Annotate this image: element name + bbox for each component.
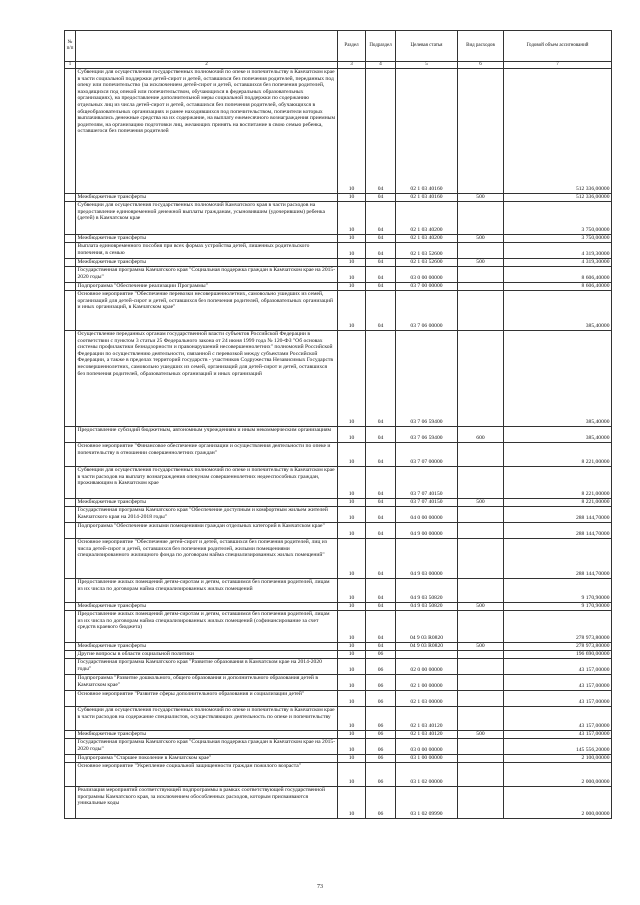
- table-header-row: [65, 31, 612, 62]
- row-target-cell: 04 9 00 00000: [396, 523, 458, 539]
- row-target-cell: 02 1 03 40120: [396, 707, 458, 731]
- row-sum-cell: 43 157,00000: [504, 731, 612, 739]
- row-expense-type-cell: [458, 291, 504, 331]
- col-number: 3: [338, 62, 366, 69]
- row-sum-cell: 385,40000: [504, 331, 612, 427]
- row-podrazdel-cell: 04: [366, 443, 396, 467]
- row-number-cell: [65, 787, 76, 819]
- row-podrazdel-cell: 06: [366, 763, 396, 787]
- table-row: [65, 235, 612, 243]
- row-podrazdel-cell: 04: [366, 291, 396, 331]
- row-number-cell: [65, 643, 76, 651]
- row-podrazdel-cell: 04: [366, 611, 396, 643]
- row-target-cell: 03 7 06 59400: [396, 331, 458, 427]
- row-razdel-cell: 10: [338, 539, 366, 579]
- row-sum-cell: 43 157,00000: [504, 659, 612, 675]
- row-razdel-cell: 10: [338, 499, 366, 507]
- budget-table: [64, 30, 612, 819]
- row-sum-cell: 43 157,00000: [504, 691, 612, 707]
- row-sum-cell: 278 973,80000: [504, 643, 612, 651]
- row-razdel-cell: 10: [338, 443, 366, 467]
- row-razdel-cell: 10: [338, 579, 366, 603]
- row-sum-cell: 4 319,30000: [504, 243, 612, 259]
- row-target-cell: 03 7 07 00000: [396, 443, 458, 467]
- row-number-cell: [65, 507, 76, 523]
- row-razdel-cell: 10: [338, 611, 366, 643]
- row-podrazdel-cell: 04: [366, 523, 396, 539]
- row-target-cell: 03 7 00 00000: [396, 283, 458, 291]
- row-name-cell: Осуществление переданных органам государственной власти субъектов Российской Федерации в соответствии с пунктом 3 статьи 25 Федерального закона от 24 июня 1999 года № 120-ФЗ "Об основах системы профилактики безнадзорности и правонарушений несовершеннолетних" полномочий Российской Федерации по осуществлению деятельности, связанной с перевозкой между субъектами Российской Федерации, а также в пределах территорий государств - участников Содружества Независимых Государств несовершеннолетних, самовольно ушедших из семей, организаций для детей-сирот и детей, оставшихся без попечения родителей, образовательных организаций и иных организаций: [76, 331, 338, 427]
- row-sum-cell: 2 000,00000: [504, 787, 612, 819]
- row-expense-type-cell: [458, 755, 504, 763]
- row-podrazdel-cell: 04: [366, 202, 396, 235]
- table-row: [65, 643, 612, 651]
- row-expense-type-cell: [458, 202, 504, 235]
- col-number: 6: [458, 62, 504, 69]
- row-razdel-cell: 10: [338, 259, 366, 267]
- row-razdel-cell: 10: [338, 739, 366, 755]
- row-name-cell: Основное мероприятие "Обеспечение детей-сирот и детей, оставшихся без попечения родителей, лиц из числа детей-сирот и детей, оставшихся без попечения родителей, жилыми помещениями специализированного жилищного фонда по договорам найма специализированных жилых помещений": [76, 539, 338, 579]
- col-header-target: Целевая статья: [396, 31, 458, 62]
- row-podrazdel-cell: 06: [366, 675, 396, 691]
- row-number-cell: [65, 202, 76, 235]
- table-row: [65, 539, 612, 579]
- row-expense-type-cell: [458, 579, 504, 603]
- table-body: [65, 69, 612, 819]
- row-razdel-cell: 10: [338, 643, 366, 651]
- row-name-cell: Государственная программа Камчатского края "Развитие образования в Камчатском крае на 2014-2020 годы": [76, 659, 338, 675]
- row-number-cell: [65, 651, 76, 659]
- table-row: [65, 331, 612, 427]
- row-sum-cell: 3 750,00000: [504, 202, 612, 235]
- row-razdel-cell: 10: [338, 707, 366, 731]
- table-row: [65, 283, 612, 291]
- row-expense-type-cell: [458, 691, 504, 707]
- row-podrazdel-cell: 04: [366, 579, 396, 603]
- row-expense-type-cell: [458, 787, 504, 819]
- row-podrazdel-cell: 04: [366, 467, 396, 499]
- row-number-cell: [65, 69, 76, 194]
- row-number-cell: [65, 763, 76, 787]
- row-razdel-cell: 10: [338, 659, 366, 675]
- row-name-cell: Подпрограмма "Старшее поколение в Камчатском крае": [76, 755, 338, 763]
- row-number-cell: [65, 603, 76, 611]
- row-target-cell: 02 1 03 52600: [396, 243, 458, 259]
- col-number: 7: [504, 62, 612, 69]
- row-expense-type-cell: [458, 523, 504, 539]
- row-target-cell: 04 9 03 R0820: [396, 643, 458, 651]
- row-expense-type-cell: [458, 69, 504, 194]
- row-podrazdel-cell: 04: [366, 194, 396, 202]
- table-row: [65, 659, 612, 675]
- table-row: [65, 69, 612, 194]
- row-expense-type-cell: [458, 243, 504, 259]
- table-row: [65, 202, 612, 235]
- row-razdel-cell: 10: [338, 763, 366, 787]
- row-expense-type-cell: [458, 675, 504, 691]
- col-header-razdel: Раздел: [338, 31, 366, 62]
- row-name-cell: Предоставление жилых помещений детям-сиротам и детям, оставшимся без попечения родителей, лицам из их числа по договорам найма специализированных жилых помещений: [76, 579, 338, 603]
- row-expense-type-cell: 600: [458, 427, 504, 443]
- row-podrazdel-cell: 04: [366, 243, 396, 259]
- row-target-cell: 04 9 03 00000: [396, 539, 458, 579]
- table-row: [65, 787, 612, 819]
- row-razdel-cell: 10: [338, 202, 366, 235]
- row-number-cell: [65, 611, 76, 643]
- row-target-cell: 02 1 03 40160: [396, 194, 458, 202]
- row-target-cell: 03 7 06 00000: [396, 291, 458, 331]
- row-target-cell: [396, 651, 458, 659]
- row-name-cell: Подпрограмма "Обеспечение жилыми помещениями граждан отдельных категорий в Камчатском крае": [76, 523, 338, 539]
- table-row: [65, 763, 612, 787]
- row-number-cell: [65, 291, 76, 331]
- row-podrazdel-cell: 04: [366, 267, 396, 283]
- row-number-cell: [65, 235, 76, 243]
- row-number-cell: [65, 499, 76, 507]
- row-target-cell: 02 1 00 00000: [396, 675, 458, 691]
- row-expense-type-cell: [458, 611, 504, 643]
- row-sum-cell: 2 100,00000: [504, 755, 612, 763]
- row-razdel-cell: 10: [338, 523, 366, 539]
- row-target-cell: 03 7 07 40150: [396, 499, 458, 507]
- row-name-cell: Субвенции для осуществления государственных полномочий по опеке и попечительству в Камчатском крае в части расходов на выплату вознаграждения опекунам совершеннолетних недееспособных граждан, проживающим в Камчатском крае: [76, 467, 338, 499]
- row-target-cell: 02 1 03 00000: [396, 691, 458, 707]
- row-sum-cell: 9 170,90000: [504, 579, 612, 603]
- row-expense-type-cell: [458, 467, 504, 499]
- row-name-cell: Субвенции для осуществления государственных полномочий Камчатского края в части расходов на предоставление единовременной денежной выплаты гражданам, усыновившим (удочерившим) ребенка (детей) в Камчатском крае: [76, 202, 338, 235]
- row-expense-type-cell: [458, 707, 504, 731]
- row-number-cell: [65, 523, 76, 539]
- col-header-number: № п/п: [65, 31, 76, 62]
- col-header-expense-type: Вид расходов: [458, 31, 504, 62]
- row-number-cell: [65, 691, 76, 707]
- column-number-row: [65, 62, 612, 69]
- row-number-cell: [65, 579, 76, 603]
- row-sum-cell: 278 973,80000: [504, 611, 612, 643]
- row-name-cell: Государственная программа Камчатского края "Обеспечение доступным и комфортным жильем жителей Камчатского края на 2014-2018 годы": [76, 507, 338, 523]
- row-podrazdel-cell: 06: [366, 787, 396, 819]
- row-number-cell: [65, 443, 76, 467]
- row-razdel-cell: 10: [338, 194, 366, 202]
- row-number-cell: [65, 731, 76, 739]
- row-target-cell: 03 1 02 09990: [396, 787, 458, 819]
- row-expense-type-cell: 500: [458, 259, 504, 267]
- row-expense-type-cell: 500: [458, 603, 504, 611]
- row-sum-cell: 288 144,70000: [504, 539, 612, 579]
- row-razdel-cell: 10: [338, 675, 366, 691]
- row-name-cell: Субвенции для осуществления государственных полномочий по опеке и попечительству в Камчатском крае в части социальной поддержки детей-сирот и детей, оставшихся без попечения родителей, переданных под опеку или попечительство (за исключением детей-сирот и детей, оставшихся без попечения родителей, находящихся под опекой или попечительством, обучающихся в федеральных образовательных организациях), на предоставление дополнительной меры социальной поддержки по содержанию отдельных лиц из числа детей-сирот и детей, оставшихся без попечения родителей, обучающихся в общеобразовательных организациях и ранее находившихся под попечительством, попечители которых выплачивались денежные средства на их содержание, на выплату ежемесячного вознаграждения приемным родителям, на организацию подготовки лиц, желающих принять на воспитание в свою семью ребенка, оставшегося без попечения родителей: [76, 69, 338, 194]
- table-row: [65, 691, 612, 707]
- row-target-cell: 02 1 03 52600: [396, 259, 458, 267]
- row-target-cell: 02 0 00 00000: [396, 659, 458, 675]
- row-number-cell: [65, 331, 76, 427]
- row-name-cell: Основное мероприятие "Финансовое обеспечение организации и осуществления деятельности по опеке и попечительству в отношении совершеннолетних граждан": [76, 443, 338, 467]
- table-row: [65, 603, 612, 611]
- row-target-cell: 02 1 03 40200: [396, 235, 458, 243]
- row-sum-cell: 385,40000: [504, 291, 612, 331]
- row-number-cell: [65, 539, 76, 579]
- row-sum-cell: 8 606,40000: [504, 267, 612, 283]
- row-target-cell: 03 1 00 00000: [396, 755, 458, 763]
- row-name-cell: Межбюджетные трансферты: [76, 259, 338, 267]
- row-razdel-cell: 10: [338, 603, 366, 611]
- row-expense-type-cell: [458, 267, 504, 283]
- table-row: [65, 755, 612, 763]
- row-name-cell: Межбюджетные трансферты: [76, 643, 338, 651]
- row-expense-type-cell: 500: [458, 499, 504, 507]
- table-row: [65, 499, 612, 507]
- row-podrazdel-cell: 04: [366, 507, 396, 523]
- row-name-cell: Основное мероприятие "Обеспечение перевозки несовершеннолетних, самовольно ушедших из семей, организаций для детей-сирот и детей, оставшихся без попечения родителей, образовательных организаций и иных организаций, в Камчатском крае": [76, 291, 338, 331]
- row-name-cell: Межбюджетные трансферты: [76, 194, 338, 202]
- row-number-cell: [65, 243, 76, 259]
- row-razdel-cell: 10: [338, 507, 366, 523]
- row-target-cell: 02 1 03 40120: [396, 731, 458, 739]
- row-name-cell: Государственная программа Камчатского края "Социальная поддержка граждан в Камчатском крае на 2015-2020 годы": [76, 739, 338, 755]
- row-razdel-cell: 10: [338, 755, 366, 763]
- row-target-cell: 02 1 03 40200: [396, 202, 458, 235]
- row-sum-cell: 385,40000: [504, 427, 612, 443]
- row-expense-type-cell: 500: [458, 731, 504, 739]
- row-podrazdel-cell: 04: [366, 259, 396, 267]
- row-razdel-cell: 10: [338, 787, 366, 819]
- row-name-cell: Межбюджетные трансферты: [76, 603, 338, 611]
- row-podrazdel-cell: 06: [366, 659, 396, 675]
- row-name-cell: Субвенции для осуществления государственных полномочий по опеке и попечительству в Камчатском крае в части расходов на содержание специалистов, осуществляющих деятельность по опеке и попечительству: [76, 707, 338, 731]
- row-sum-cell: 9 170,90000: [504, 603, 612, 611]
- row-podrazdel-cell: 04: [366, 539, 396, 579]
- row-sum-cell: 8 221,00000: [504, 467, 612, 499]
- row-name-cell: Предоставление субсидий бюджетным, автономным учреждениям и иным некоммерческим организациям: [76, 427, 338, 443]
- row-name-cell: Другие вопросы в области социальной политики: [76, 651, 338, 659]
- row-name-cell: Межбюджетные трансферты: [76, 731, 338, 739]
- table-row: [65, 579, 612, 603]
- col-header-annual-sum: Годовой объем ассигнований: [504, 31, 612, 62]
- row-expense-type-cell: [458, 763, 504, 787]
- col-header-name: [76, 31, 338, 62]
- row-number-cell: [65, 427, 76, 443]
- row-number-cell: [65, 467, 76, 499]
- budget-sheet: [64, 30, 611, 819]
- row-name-cell: Предоставление жилых помещений детям-сиротам и детям, оставшимся без попечения родителей, лицам из их числа по договорам найма специализированных жилых помещений (софинансирование за счет средств краевого бюджета): [76, 611, 338, 643]
- row-podrazdel-cell: 04: [366, 603, 396, 611]
- row-target-cell: 04 0 00 00000: [396, 507, 458, 523]
- row-razdel-cell: 10: [338, 331, 366, 427]
- row-sum-cell: 196 690,00000: [504, 651, 612, 659]
- row-expense-type-cell: 500: [458, 643, 504, 651]
- row-name-cell: Основное мероприятие "Укрепление социальной защищенности граждан пожилого возраста": [76, 763, 338, 787]
- row-podrazdel-cell: 06: [366, 739, 396, 755]
- table-row: [65, 707, 612, 731]
- row-sum-cell: 512 336,00000: [504, 69, 612, 194]
- row-target-cell: 04 9 03 R0820: [396, 611, 458, 643]
- row-podrazdel-cell: 04: [366, 427, 396, 443]
- row-sum-cell: 43 157,00000: [504, 707, 612, 731]
- col-number: 2: [76, 62, 338, 69]
- row-razdel-cell: 10: [338, 651, 366, 659]
- row-podrazdel-cell: 04: [366, 643, 396, 651]
- row-sum-cell: 2 000,00000: [504, 763, 612, 787]
- row-razdel-cell: 10: [338, 731, 366, 739]
- row-number-cell: [65, 283, 76, 291]
- table-row: [65, 651, 612, 659]
- row-podrazdel-cell: 06: [366, 651, 396, 659]
- table-row: [65, 507, 612, 523]
- table-row: [65, 523, 612, 539]
- row-sum-cell: 8 606,40000: [504, 283, 612, 291]
- table-row: [65, 731, 612, 739]
- row-sum-cell: 145 556,20000: [504, 739, 612, 755]
- row-target-cell: 03 0 00 00000: [396, 739, 458, 755]
- row-expense-type-cell: [458, 539, 504, 579]
- page-number: 73: [317, 884, 323, 890]
- row-target-cell: 03 0 00 00000: [396, 267, 458, 283]
- row-number-cell: [65, 675, 76, 691]
- row-expense-type-cell: [458, 739, 504, 755]
- row-number-cell: [65, 659, 76, 675]
- table-row: [65, 443, 612, 467]
- row-expense-type-cell: [458, 651, 504, 659]
- row-razdel-cell: 10: [338, 427, 366, 443]
- row-podrazdel-cell: 04: [366, 499, 396, 507]
- row-target-cell: 03 7 07 40150: [396, 467, 458, 499]
- table-row: [65, 739, 612, 755]
- row-expense-type-cell: 500: [458, 235, 504, 243]
- row-number-cell: [65, 194, 76, 202]
- row-name-cell: Межбюджетные трансферты: [76, 235, 338, 243]
- table-row: [65, 291, 612, 331]
- row-target-cell: 03 1 02 00000: [396, 763, 458, 787]
- col-number: 1: [65, 62, 76, 69]
- row-target-cell: 02 1 03 40160: [396, 69, 458, 194]
- row-sum-cell: 512 336,00000: [504, 194, 612, 202]
- row-number-cell: [65, 739, 76, 755]
- row-podrazdel-cell: 04: [366, 235, 396, 243]
- row-sum-cell: 4 319,30000: [504, 259, 612, 267]
- row-podrazdel-cell: 04: [366, 69, 396, 194]
- row-sum-cell: 8 221,00000: [504, 499, 612, 507]
- table-row: [65, 259, 612, 267]
- row-sum-cell: 8 221,00000: [504, 443, 612, 467]
- row-razdel-cell: 10: [338, 467, 366, 499]
- row-razdel-cell: 10: [338, 283, 366, 291]
- row-number-cell: [65, 755, 76, 763]
- row-name-cell: Выплата единовременного пособия при всех формах устройства детей, лишенных родительского попечения, в семью: [76, 243, 338, 259]
- row-razdel-cell: 10: [338, 267, 366, 283]
- row-name-cell: Подпрограмма "Обеспечение реализации Программы": [76, 283, 338, 291]
- row-sum-cell: 43 157,00000: [504, 675, 612, 691]
- row-expense-type-cell: [458, 283, 504, 291]
- row-number-cell: [65, 267, 76, 283]
- row-razdel-cell: 10: [338, 243, 366, 259]
- table-row: [65, 427, 612, 443]
- row-number-cell: [65, 707, 76, 731]
- row-razdel-cell: 10: [338, 691, 366, 707]
- row-sum-cell: 288 144,70000: [504, 523, 612, 539]
- row-name-cell: Государственная программа Камчатского края "Социальная поддержка граждан в Камчатском крае на 2015-2020 годы": [76, 267, 338, 283]
- row-podrazdel-cell: 06: [366, 707, 396, 731]
- row-podrazdel-cell: 04: [366, 283, 396, 291]
- row-podrazdel-cell: 06: [366, 731, 396, 739]
- col-number: 5: [396, 62, 458, 69]
- row-sum-cell: 288 144,70000: [504, 507, 612, 523]
- row-name-cell: Основное мероприятие "Развитие сферы дополнительного образования и социализации детей": [76, 691, 338, 707]
- row-expense-type-cell: [458, 331, 504, 427]
- row-target-cell: 03 7 06 59400: [396, 427, 458, 443]
- row-podrazdel-cell: 04: [366, 331, 396, 427]
- col-header-podrazdel: Подраздел: [366, 31, 396, 62]
- row-razdel-cell: 10: [338, 69, 366, 194]
- row-target-cell: 04 9 03 50820: [396, 603, 458, 611]
- row-name-cell: Реализация мероприятий соответствующей подпрограммы в рамках соответствующей государственной программы Камчатского края, за исключением обособленных расходов, которым присваиваются уникальные коды: [76, 787, 338, 819]
- row-expense-type-cell: 500: [458, 194, 504, 202]
- row-expense-type-cell: [458, 507, 504, 523]
- table-row: [65, 467, 612, 499]
- row-name-cell: Межбюджетные трансферты: [76, 499, 338, 507]
- row-sum-cell: 3 750,00000: [504, 235, 612, 243]
- table-row: [65, 611, 612, 643]
- row-target-cell: 04 9 03 50820: [396, 579, 458, 603]
- row-podrazdel-cell: 06: [366, 755, 396, 763]
- table-row: [65, 267, 612, 283]
- row-podrazdel-cell: 06: [366, 691, 396, 707]
- table-row: [65, 194, 612, 202]
- table-row: [65, 243, 612, 259]
- row-razdel-cell: 10: [338, 291, 366, 331]
- row-expense-type-cell: [458, 659, 504, 675]
- row-razdel-cell: 10: [338, 235, 366, 243]
- table-row: [65, 675, 612, 691]
- row-number-cell: [65, 259, 76, 267]
- row-expense-type-cell: [458, 443, 504, 467]
- col-number: 4: [366, 62, 396, 69]
- row-name-cell: Подпрограмма "Развитие дошкольного, общего образования и дополнительного образования детей в Камчатском крае": [76, 675, 338, 691]
